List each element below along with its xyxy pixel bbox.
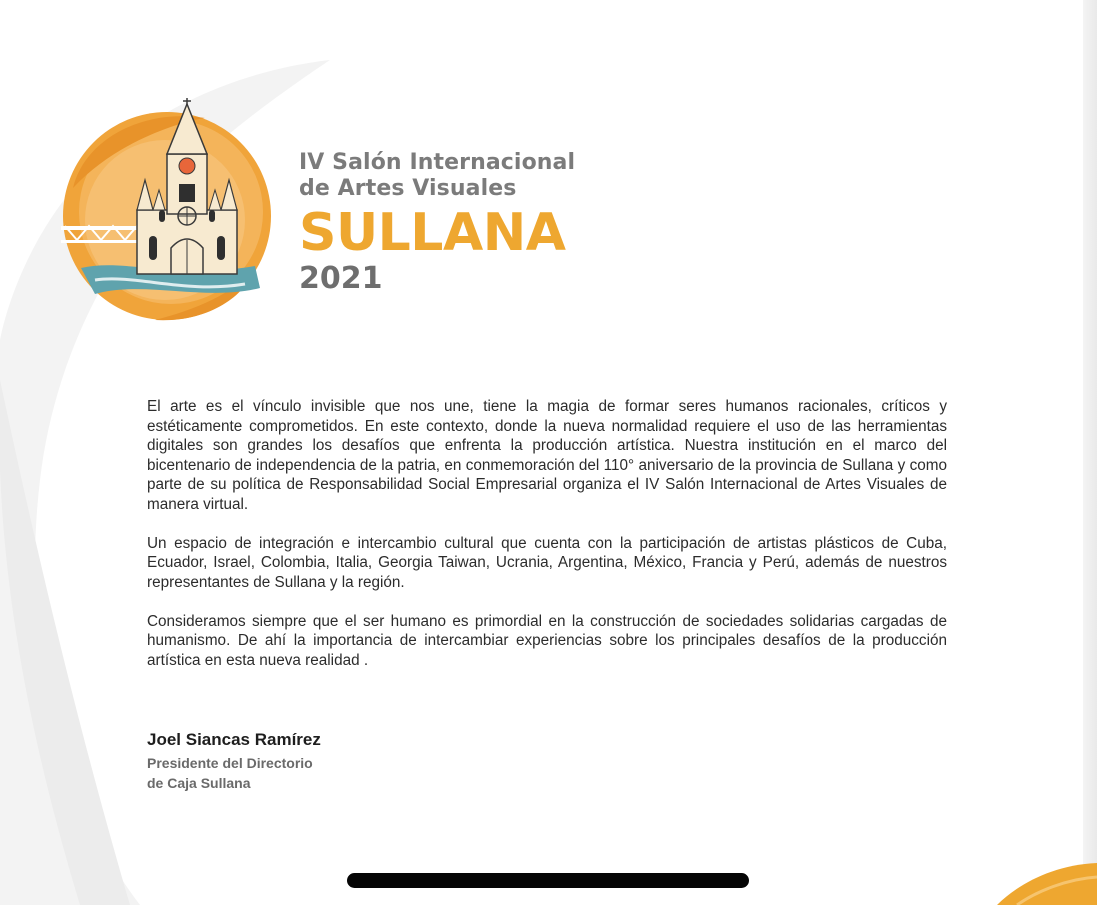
home-indicator[interactable] [347, 873, 749, 888]
event-title [299, 150, 575, 296]
church-logo-icon [55, 98, 280, 333]
page-edge [1083, 0, 1097, 905]
title-line-2: de Artes Visuales [299, 176, 517, 201]
title-line-1: IV Salón Internacional [299, 150, 576, 175]
paragraph-3: Consideramos siempre que el ser humano es primordial en la construcción de sociedades solidarias cargadas de humanismo. De ahí la importancia de intercambiar experiencias sobre los principales desafíos de la producción artística en esta nueva realidad . [147, 612, 947, 669]
corner-brush-icon [997, 855, 1097, 905]
title-city: SULLANA [299, 203, 566, 263]
title-year: 2021 [299, 261, 383, 296]
signer-role-line-1: Presidente del Directorio [147, 755, 313, 771]
signer-role [147, 753, 321, 793]
signer-role-line-2: de Caja Sullana [147, 775, 251, 791]
letter-body [147, 397, 947, 690]
signature-block [147, 730, 321, 793]
paragraph-1: El arte es el vínculo invisible que nos une, tiene la magia de formar seres humanos racionales, críticos y estéticamente comprometidos. En este contexto, donde la nueva normalidad requiere el uso de las herramientas digitales son grandes los desafíos que enfrenta la producción artística. Nuestra institución en el marco del bicentenario de independencia de la patria, en conmemoración del 110° aniversario de la provincia de Sullana y como parte de su política de Responsabilidad Social Empresarial organiza el IV Salón Internacional de Artes Visuales de manera virtual. [147, 398, 947, 513]
signer-name: Joel Siancas Ramírez [147, 730, 321, 749]
paragraph-2: Un espacio de integración e intercambio cultural que cuenta con la participación de artistas plásticos de Cuba, Ecuador, Israel, Colombia, Italia, Georgia Taiwan, Ucrania, Argentina, México, Francia y Perú, además de nuestros representantes de Sullana y la región. [147, 534, 947, 591]
